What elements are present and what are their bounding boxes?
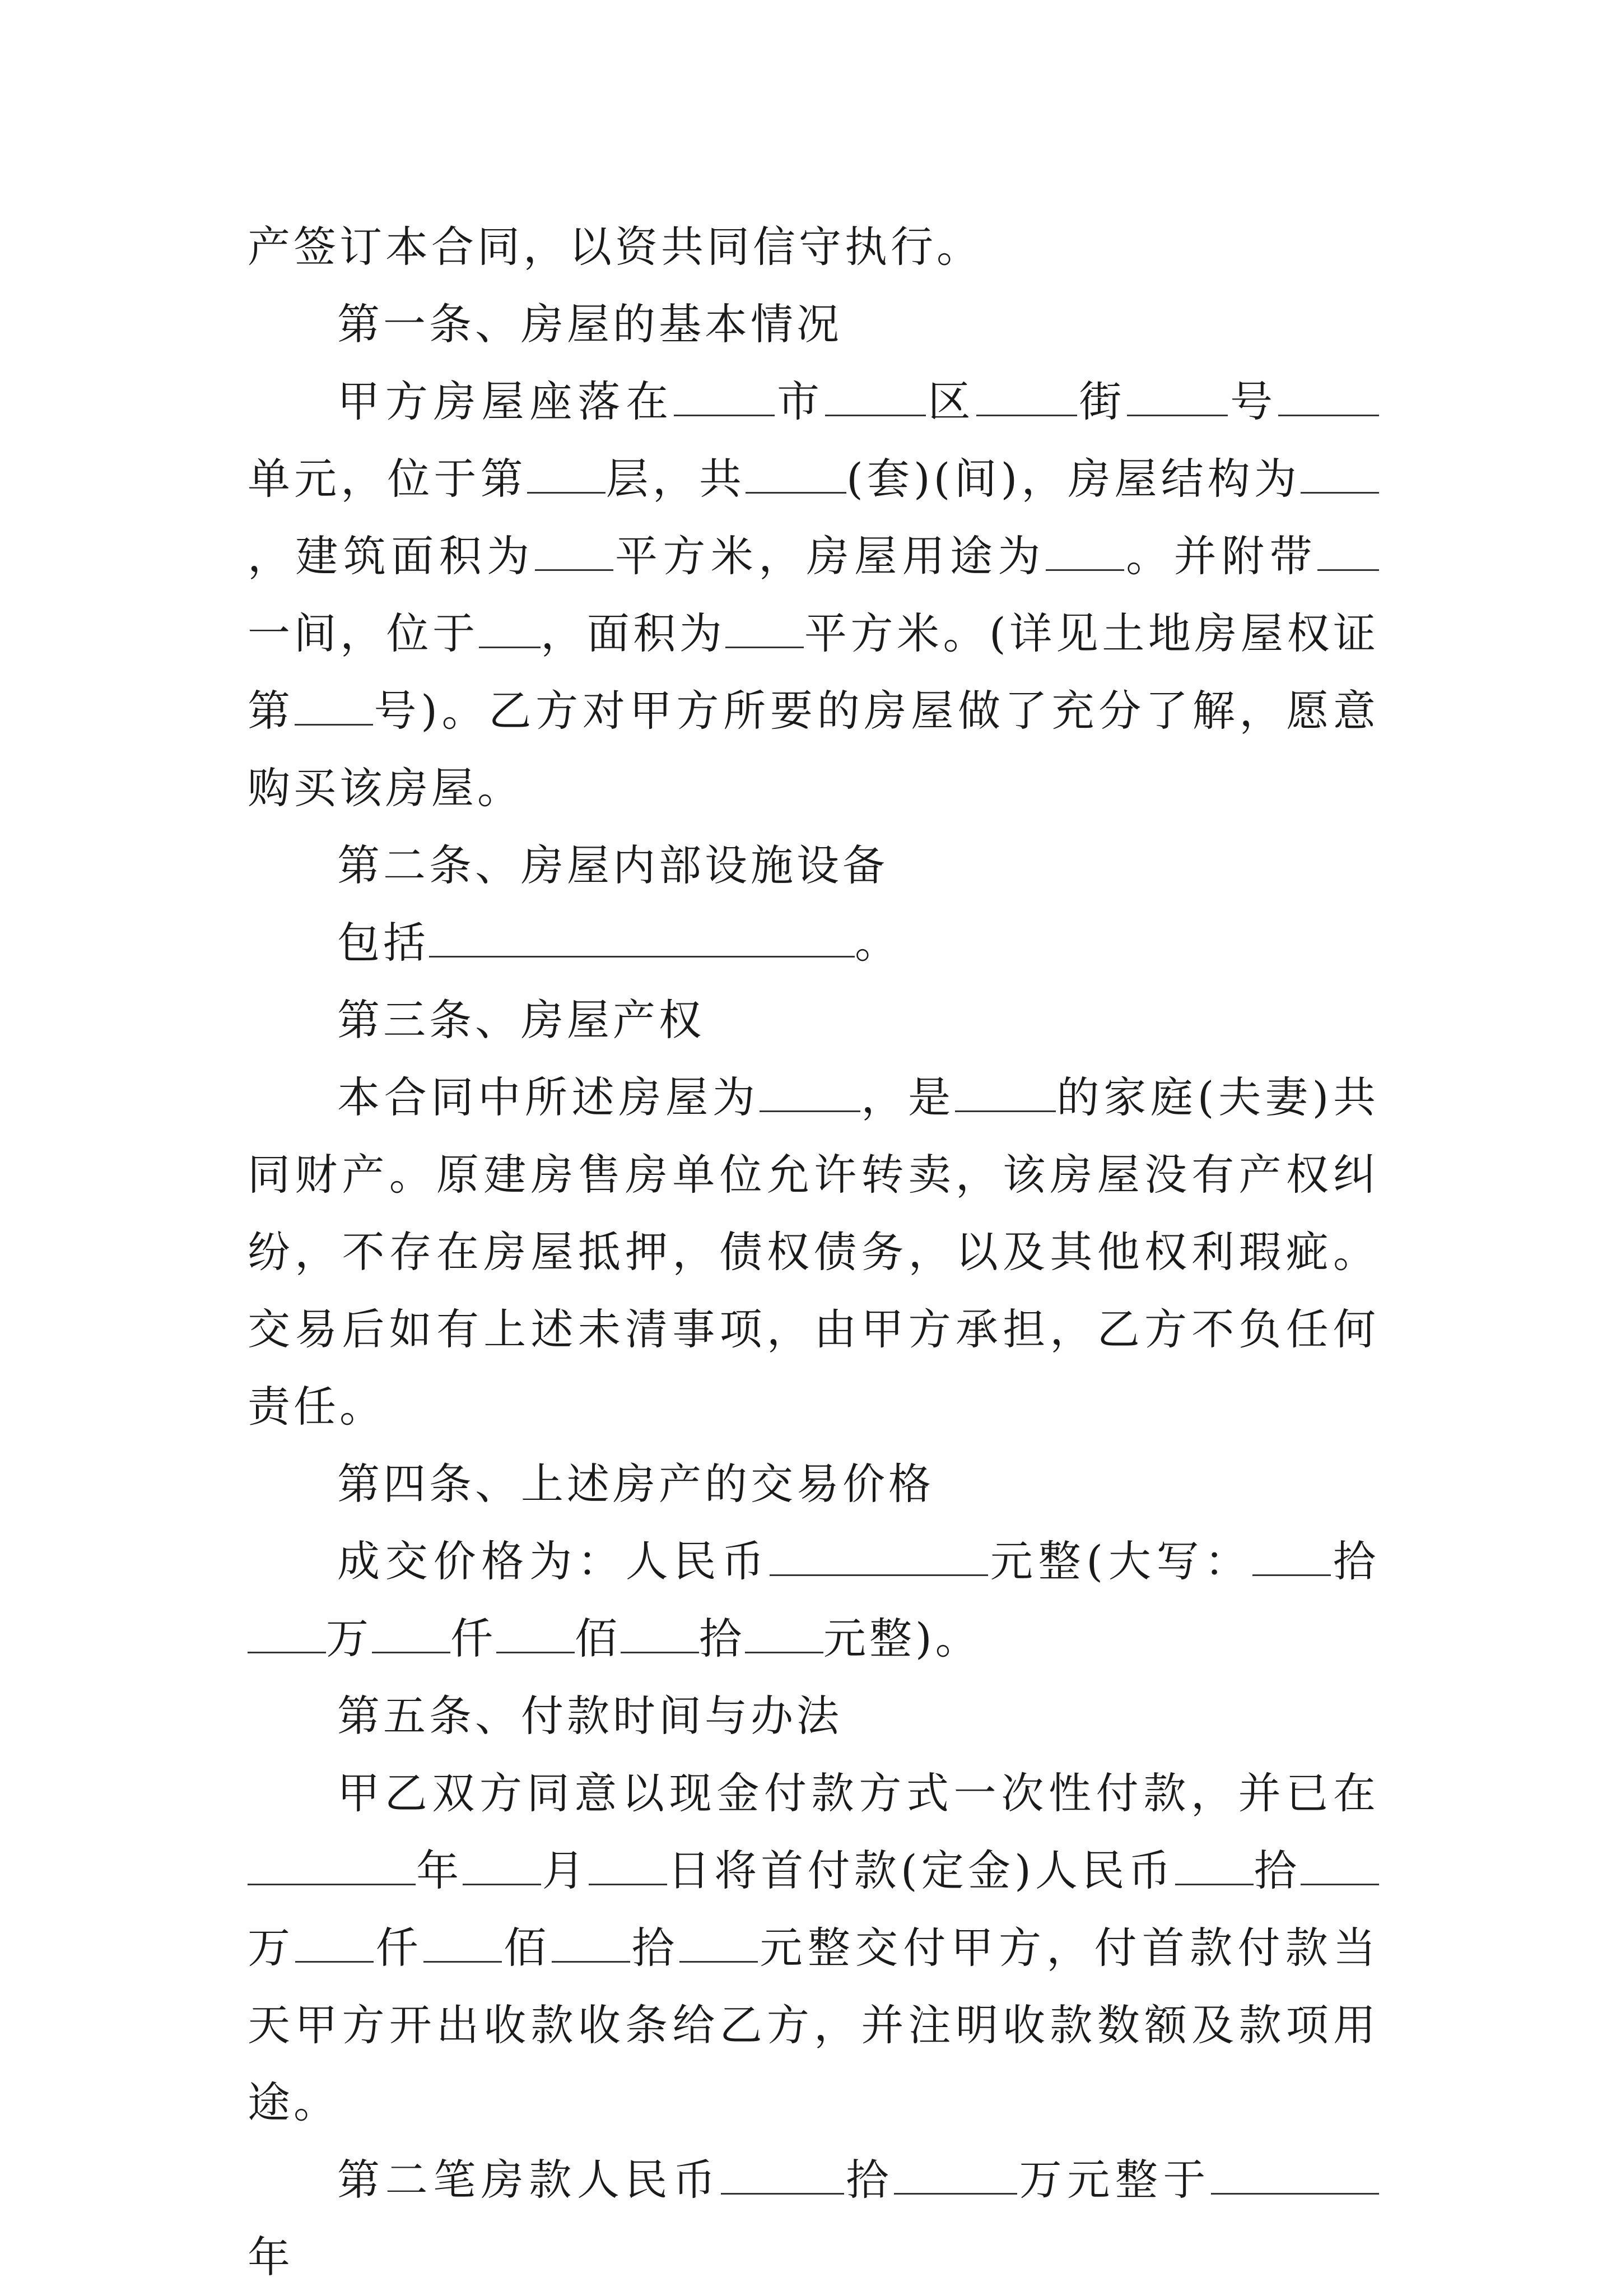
blank-attached-area	[725, 607, 804, 648]
article-4-paragraph	[248, 1523, 1379, 1677]
blank-second-year	[1211, 2154, 1379, 2195]
article-1-paragraph	[248, 363, 1379, 827]
blank-price-shi	[621, 1612, 699, 1653]
text-segment: 拾	[1253, 1846, 1301, 1895]
text-segment: 号)。乙方对甲方所要的房屋做了充分了解，愿意购买该房屋。	[248, 686, 1380, 813]
text-segment: 市	[775, 377, 825, 426]
blank-second-wan	[894, 2154, 1017, 2195]
blank-street	[976, 375, 1077, 416]
article-2-title-text: 第二条、房屋内部设施设备	[337, 840, 888, 890]
text-segment: 佰	[575, 1614, 621, 1663]
text-segment: 拾	[630, 1923, 680, 1973]
text-segment: 。	[855, 918, 901, 968]
article-3-title-text: 第三条、房屋产权	[337, 995, 705, 1045]
text-segment: 年	[248, 2232, 294, 2282]
text-segment: 月	[541, 1846, 589, 1895]
text-segment: 第二笔房款人民币	[337, 2155, 721, 2205]
text-segment: 年	[416, 1846, 463, 1895]
text-segment: 平方米。(详见土地房屋权证第	[248, 608, 1380, 736]
blank-price-yuan	[745, 1612, 823, 1653]
text-segment: ，面积为	[540, 608, 726, 658]
article-1-title-text: 第一条、房屋的基本情况	[337, 299, 842, 349]
blank-month	[463, 1844, 541, 1885]
text-segment: 本合同中所述房屋为	[337, 1072, 760, 1122]
text-segment: 拾	[1331, 1536, 1380, 1586]
text-segment: 区	[925, 377, 976, 426]
article-5-title-text: 第五条、付款时间与办法	[337, 1691, 842, 1741]
blank-area	[535, 530, 613, 571]
blank-day	[589, 1844, 667, 1885]
article-4-title-text: 第四条、上述房产的交易价格	[337, 1459, 934, 1509]
blank-deposit-qian	[295, 1922, 374, 1963]
blank-price-shi-wan	[1252, 1535, 1331, 1576]
text-segment: 佰	[501, 1923, 552, 1973]
article-5-second-payment-paragraph	[248, 2141, 1379, 2296]
text-segment: 拾	[699, 1614, 745, 1663]
blank-second-shi-wan	[721, 2154, 844, 2195]
text-segment: ，建筑面积为	[248, 531, 535, 581]
blank-price-bai	[496, 1612, 575, 1653]
blank-unit	[1278, 375, 1379, 416]
blank-deposit-yuan	[679, 1922, 758, 1963]
blank-deposit-bai	[423, 1922, 502, 1963]
text-segment: 仟	[450, 1614, 496, 1663]
contract-body	[248, 208, 1379, 2296]
text-segment: ，是	[860, 1072, 955, 1122]
text-segment: 元整交付甲方，付首款付款当天甲方开出收款收条给乙方，并注明收款数额及款项用途。	[248, 1923, 1380, 2127]
article-5-paragraph	[248, 1755, 1379, 2141]
text-segment: 万	[248, 1923, 296, 1973]
text-segment: 。并附带	[1124, 531, 1318, 581]
text-segment: 万	[326, 1614, 372, 1663]
text-segment: 元整(大写：	[988, 1536, 1253, 1586]
blank-price-qian	[372, 1612, 450, 1653]
article-3-title	[248, 982, 1379, 1059]
blank-city	[674, 375, 775, 416]
blank-owner	[955, 1071, 1056, 1112]
blank-year	[248, 1844, 416, 1885]
text-segment: 平方米，房屋用途为	[613, 531, 1046, 581]
blank-deposit-shi	[552, 1922, 630, 1963]
text-segment: 元整)。	[823, 1614, 981, 1663]
text-segment: 的家庭(夫妻)共同财产。原建房售房单位允许转卖，该房屋没有产权纠纷，不存在房屋抵押，债权债务，以及其他权利瑕疵。交易后如有上述未清事项，由甲方承担，乙方不负任何责任。	[248, 1072, 1379, 1431]
text-segment: 日将首付款(定金)人民币	[667, 1846, 1175, 1895]
text-segment: 一间，位于	[248, 608, 479, 658]
text-segment: 包括	[337, 918, 429, 968]
blank-attached	[1317, 530, 1379, 571]
text-segment: 层，共	[605, 454, 746, 504]
text-segment: 甲方房屋座落在	[337, 377, 674, 426]
blank-structure	[1301, 453, 1379, 494]
text-segment: 街	[1077, 377, 1128, 426]
blank-price-wan	[248, 1612, 326, 1653]
blank-location	[479, 607, 541, 648]
text-segment: 号	[1228, 377, 1279, 426]
blank-deposit-wan	[1301, 1844, 1379, 1885]
article-2-paragraph	[248, 904, 1379, 982]
text-segment: 仟	[374, 1923, 423, 1973]
article-3-paragraph	[248, 1059, 1379, 1446]
blank-district	[825, 375, 926, 416]
text-segment: 单元，位于第	[248, 454, 527, 504]
blank-usage	[1046, 530, 1124, 571]
blank-number	[1127, 375, 1228, 416]
intro-tail-paragraph	[248, 208, 1379, 286]
blank-price	[770, 1535, 988, 1576]
text-segment: 甲乙双方同意以现金付款方式一次性付款，并已在	[337, 1768, 1379, 1818]
article-1-title	[248, 286, 1379, 363]
intro-tail-text: 产签订本合同，以资共同信守执行。	[248, 222, 982, 272]
blank-sets	[746, 453, 846, 494]
blank-facilities	[429, 917, 855, 958]
text-segment: (套)(间)，房屋结构为	[846, 454, 1301, 504]
text-segment: 成交价格为：人民币	[337, 1536, 770, 1586]
blank-floor	[527, 453, 605, 494]
blank-certificate	[295, 685, 373, 726]
article-2-title	[248, 827, 1379, 904]
article-5-title	[248, 1677, 1379, 1755]
blank-deposit-shi-wan	[1175, 1844, 1254, 1885]
text-segment: 拾	[844, 2155, 895, 2205]
text-segment: 万元整于	[1017, 2155, 1212, 2205]
article-4-title	[248, 1446, 1379, 1523]
blank-property	[760, 1071, 860, 1112]
